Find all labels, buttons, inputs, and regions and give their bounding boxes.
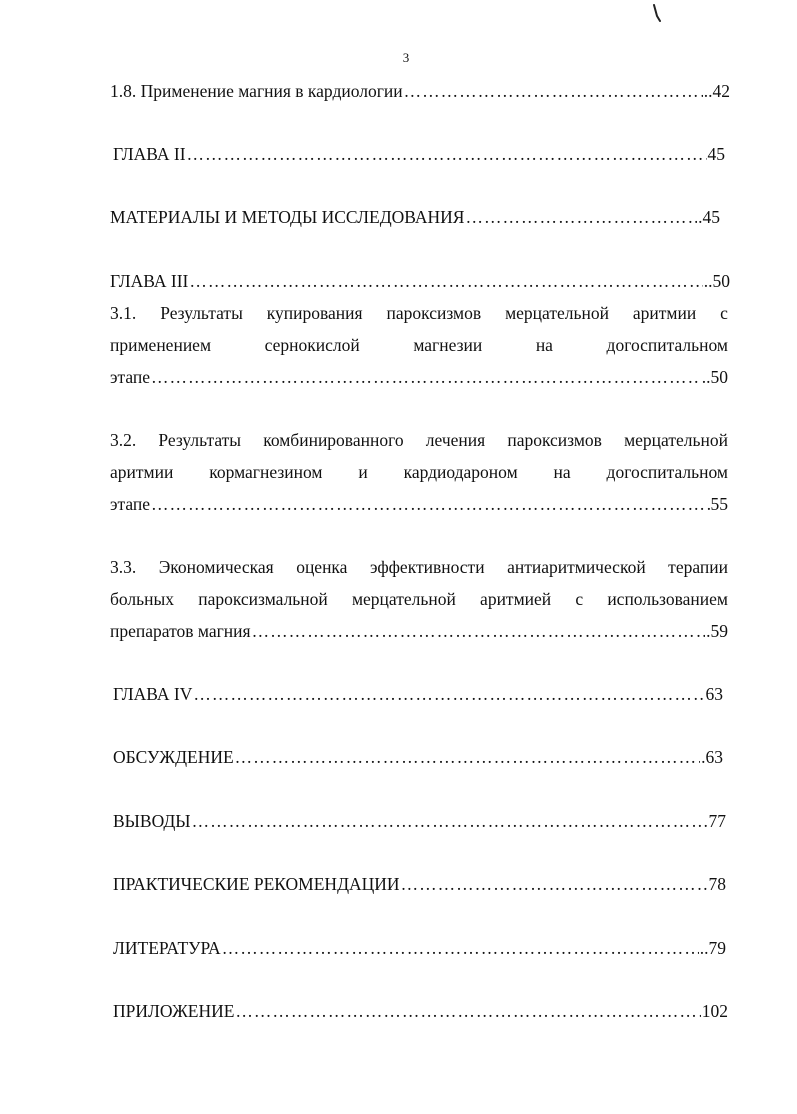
word: с: [575, 589, 584, 609]
toc-page: 55: [710, 494, 728, 514]
toc-page: ..42: [703, 81, 730, 101]
word: купирования: [266, 303, 363, 323]
word: пароксизмов: [386, 303, 482, 323]
word: мерцательной: [351, 589, 456, 609]
toc-page: ..79: [699, 938, 726, 958]
toc-label: ГЛАВА III: [110, 271, 189, 291]
word: сернокислой: [264, 335, 360, 355]
word: 3.1.: [110, 303, 137, 323]
toc-entry-chapter-3[interactable]: [110, 270, 730, 292]
leader-dots: [222, 937, 699, 959]
word: аритмии: [632, 303, 697, 323]
word: и: [358, 462, 368, 482]
toc-label: ПРИЛОЖЕНИЕ: [113, 1001, 235, 1021]
toc-entry-3-3-line2[interactable]: [110, 588, 728, 610]
toc-label: этапе: [110, 367, 151, 387]
toc-page: .59: [706, 621, 728, 641]
leader-dots: [189, 270, 702, 292]
word: на: [553, 462, 571, 482]
word: терапии: [668, 557, 728, 577]
toc-entry-appendix[interactable]: [113, 1000, 728, 1022]
word: эффективности: [369, 557, 485, 577]
word: Экономическая: [158, 557, 274, 577]
toc-entry-3-3-line3[interactable]: [110, 620, 728, 642]
leader-dots: [151, 366, 701, 388]
toc-label: ВЫВОДЫ: [113, 811, 191, 831]
word: Результаты: [160, 303, 243, 323]
leader-dots: [187, 143, 707, 165]
toc-page: .45: [698, 207, 720, 227]
toc-page: 45: [707, 144, 725, 164]
toc-entry-literature[interactable]: [113, 937, 726, 959]
toc-entry-3-2-line2[interactable]: [110, 461, 728, 483]
toc-entry-chapter-4[interactable]: [113, 683, 723, 705]
word: Результаты: [158, 430, 242, 450]
word: использованием: [607, 589, 728, 609]
leader-dots: [192, 810, 708, 832]
leader-dots: [193, 683, 704, 705]
leader-dots: [235, 746, 700, 768]
toc-page: .63: [701, 747, 723, 767]
toc-label: ПРАКТИЧЕСКИЕ РЕКОМЕНДАЦИИ: [113, 874, 400, 894]
toc-label: ЛИТЕРАТУРА: [113, 938, 221, 958]
word: догоспитальном: [606, 335, 728, 355]
toc-label: этапе: [110, 494, 151, 514]
scan-mark: [652, 4, 662, 22]
word: на: [535, 335, 553, 355]
toc-label: МАТЕРИАЛЫ И МЕТОДЫ ИССЛЕДОВАНИЯ: [110, 207, 465, 227]
word: оценка: [296, 557, 348, 577]
toc-entry-chapter-2[interactable]: [113, 143, 725, 165]
leader-dots: [404, 80, 703, 102]
toc-label: ОБСУЖДЕНИЕ: [113, 747, 234, 767]
word: антиаритмической: [507, 557, 646, 577]
toc-entry-3-2-line1[interactable]: [110, 429, 728, 451]
word: магнезии: [413, 335, 483, 355]
toc-entry-3-1-line1[interactable]: [110, 302, 728, 324]
toc-page: 77: [708, 811, 726, 831]
word: пароксизмальной: [198, 589, 328, 609]
toc-page: ..50: [701, 367, 728, 387]
toc-entry-recommendations[interactable]: [113, 873, 726, 895]
toc-label: 1.8. Применение магния в кардиологии: [110, 81, 403, 101]
word: больных: [110, 589, 175, 609]
toc-entry-materials[interactable]: [110, 206, 720, 228]
word: мерцательной: [505, 303, 609, 323]
toc-label: ГЛАВА IV: [113, 684, 193, 704]
toc-page: ..50: [703, 271, 730, 291]
toc-entry-conclusions[interactable]: [113, 810, 726, 832]
word: применением: [110, 335, 212, 355]
word: 3.2.: [110, 430, 137, 450]
toc-entry-3-2-line3[interactable]: [110, 493, 728, 515]
word: аритмией: [480, 589, 552, 609]
toc-entry-3-1-line2[interactable]: [110, 334, 728, 356]
toc-label: препаратов магния: [110, 621, 251, 641]
toc-page: 78: [708, 874, 726, 894]
word: аритмии: [110, 462, 174, 482]
word: догоспитальном: [606, 462, 728, 482]
toc-entry-3-3-line1[interactable]: [110, 556, 728, 578]
word: с: [720, 303, 728, 323]
word: кардиодароном: [403, 462, 518, 482]
leader-dots: [235, 1000, 700, 1022]
leader-dots: [465, 206, 697, 228]
word: комбинированного: [263, 430, 404, 450]
toc-page: 63: [705, 684, 723, 704]
toc-entry-1-8[interactable]: [110, 80, 730, 102]
leader-dots: [151, 493, 709, 515]
toc-entry-discussion[interactable]: [113, 746, 723, 768]
page-number: 3: [402, 50, 410, 65]
toc-page: 102: [701, 1001, 728, 1021]
toc-entry-3-1-line3[interactable]: [110, 366, 728, 388]
toc-label: ГЛАВА II: [113, 144, 186, 164]
word: мерцательной: [624, 430, 728, 450]
word: кормагнезином: [209, 462, 323, 482]
leader-dots: [252, 620, 706, 642]
leader-dots: [401, 873, 708, 895]
word: 3.3.: [110, 557, 137, 577]
word: пароксизмов: [507, 430, 602, 450]
word: лечения: [425, 430, 486, 450]
